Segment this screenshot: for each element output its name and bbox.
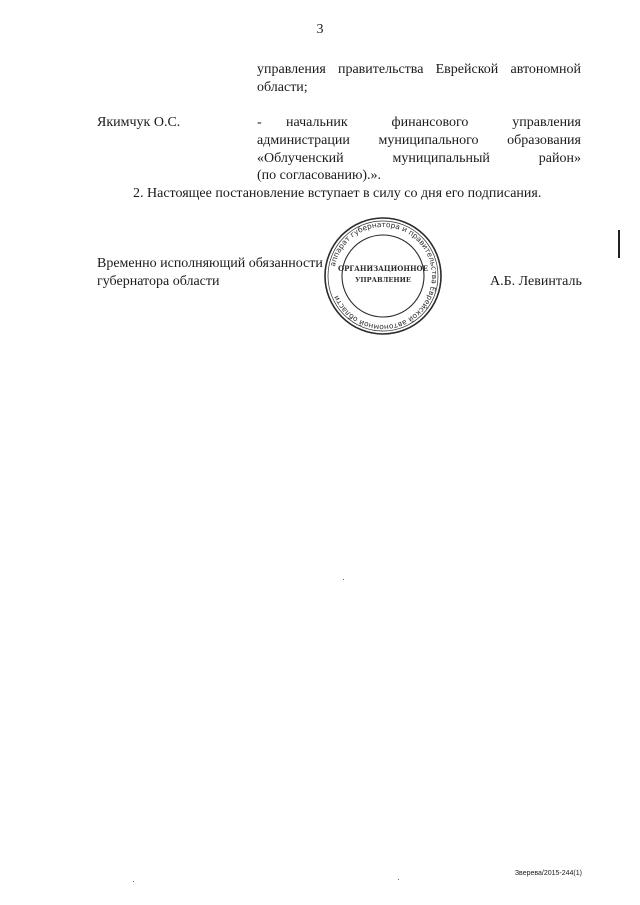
member-line1 [286,115,581,131]
member-line2 [257,133,581,149]
word: «Облученский [257,151,344,166]
member-dash: - [257,115,262,130]
word: начальник [286,115,348,130]
word: образования [507,133,581,148]
word: район» [538,151,581,166]
official-stamp [322,215,444,337]
footer-code: Зверева/2015-244(1) [514,870,582,877]
stamp-center-line2: УПРАВЛЕНИЕ [355,276,411,284]
word: Еврейской [435,62,499,77]
scan-speck [133,881,134,882]
signer-name: А.Б. Левинталь [490,274,582,289]
word: правительства [337,62,424,77]
stamp-ring-text: аппарат губернатора и правительства Еврейской автономной области [327,219,440,333]
block1-line1 [257,62,581,78]
block1-line2: области; [257,80,308,95]
word: автономной [510,62,581,77]
scan-edge-mark [618,230,620,258]
word: муниципального [378,133,479,148]
word: муниципальный [392,151,490,166]
member-line3 [257,151,581,167]
scan-speck [343,579,344,580]
signature-title-line1: Временно исполняющий обязанности [97,256,323,271]
member-line4: (по согласованию).». [257,168,382,183]
word: управления [512,115,581,130]
page-number: 3 [316,22,324,37]
word: управления [257,62,326,77]
word: финансового [391,115,469,130]
word: администрации [257,133,350,148]
stamp-center-line1: ОРГАНИЗАЦИОННОЕ [337,264,429,273]
signature-title-line2: губернатора области [97,274,220,289]
clause-2: 2. Настоящее постановление вступает в силу со дня его подписания. [133,186,542,201]
member-name: Якимчук О.С. [97,115,181,130]
scan-speck [398,879,399,880]
